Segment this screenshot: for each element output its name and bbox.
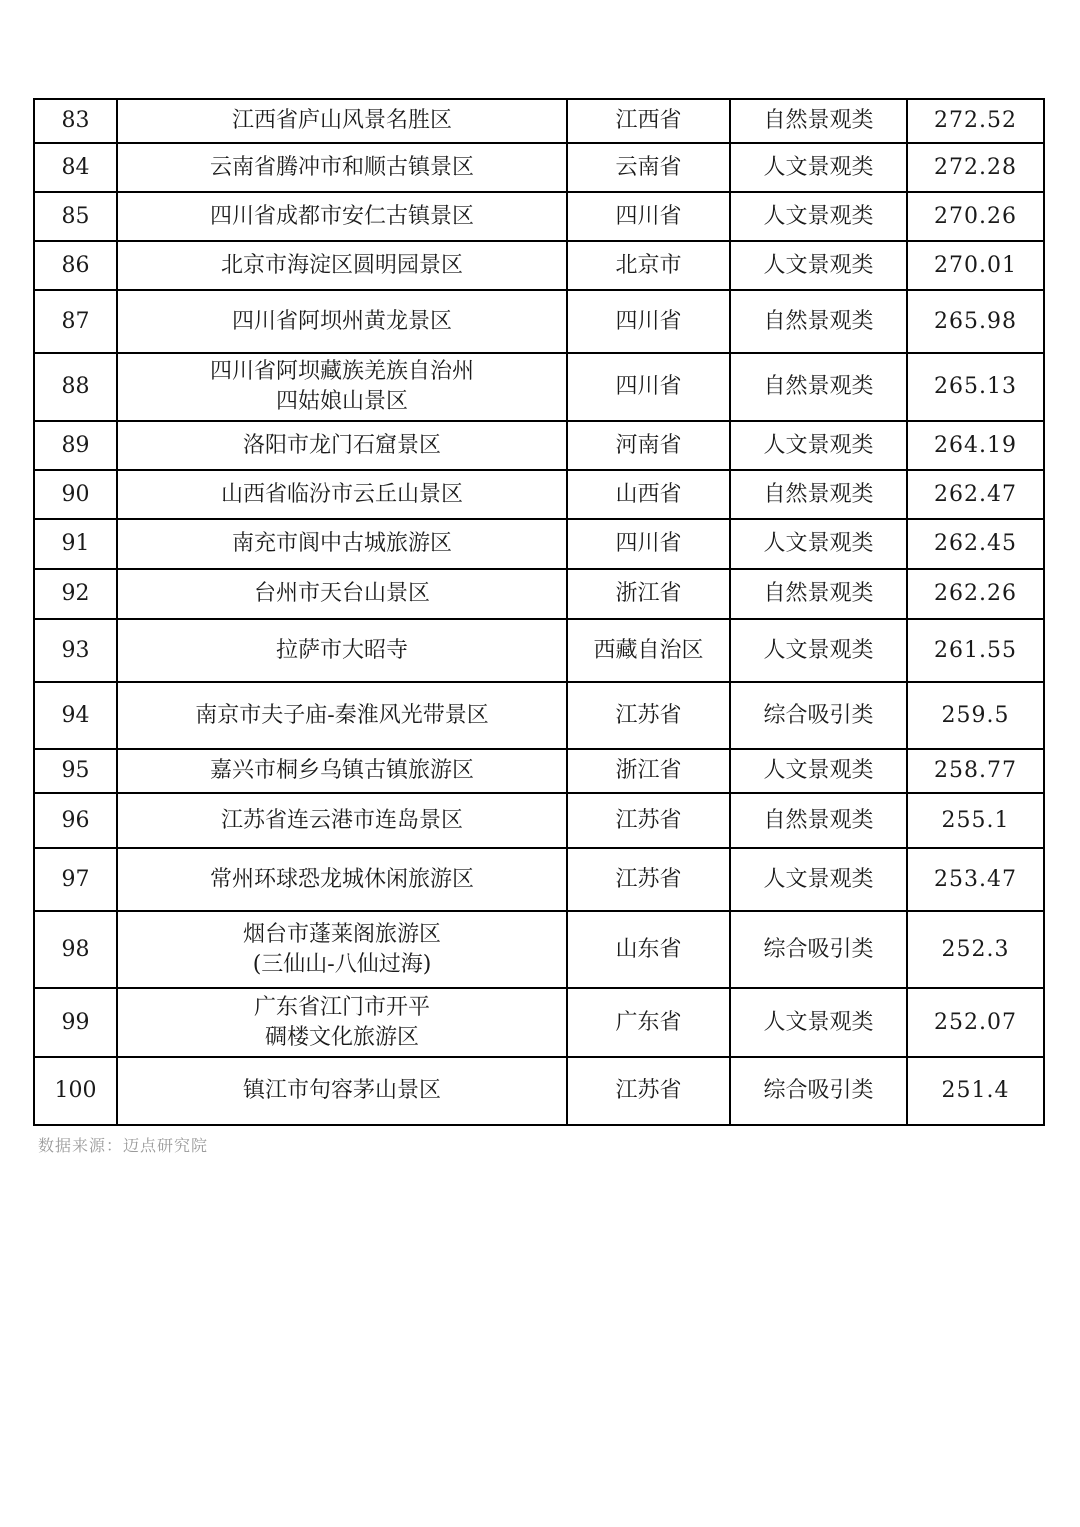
category-cell: 自然景观类 <box>730 569 907 619</box>
rank-cell: 98 <box>34 911 117 988</box>
scenic-area-name-cell <box>117 470 567 519</box>
scenic-area-name-cell <box>117 519 567 569</box>
scenic-area-name-cell <box>117 1057 567 1125</box>
category-cell: 综合吸引类 <box>730 911 907 988</box>
table-row <box>34 519 1044 569</box>
scenic-area-name-cell <box>117 290 567 353</box>
table-row <box>34 682 1044 749</box>
score-cell: 253.47 <box>907 848 1044 911</box>
scenic-area-name-cell <box>117 192 567 241</box>
province-cell: 广东省 <box>567 988 730 1057</box>
rank-cell: 88 <box>34 353 117 421</box>
rank-cell: 87 <box>34 290 117 353</box>
rank-cell: 89 <box>34 421 117 470</box>
rank-cell: 84 <box>34 143 117 192</box>
province-cell: 河南省 <box>567 421 730 470</box>
category-cell: 自然景观类 <box>730 793 907 848</box>
rank-cell: 99 <box>34 988 117 1057</box>
scenic-area-name-line: 嘉兴市桐乡乌镇古镇旅游区 <box>209 758 474 783</box>
province-cell: 浙江省 <box>567 749 730 793</box>
scenic-area-name-line: 南充市阆中古城旅游区 <box>231 531 452 556</box>
scenic-area-name-line: 台州市天台山景区 <box>253 581 430 606</box>
scenic-area-name-line: 洛阳市龙门石窟景区 <box>242 432 441 458</box>
category-cell: 人文景观类 <box>730 619 907 682</box>
province-cell: 山西省 <box>567 470 730 519</box>
table-row <box>34 192 1044 241</box>
score-cell: 251.4 <box>907 1057 1044 1125</box>
rank-cell: 83 <box>34 99 117 143</box>
table-row <box>34 619 1044 682</box>
scenic-area-name-line: 南京市夫子庙-秦淮风光带景区 <box>195 702 489 728</box>
province-cell: 江苏省 <box>567 793 730 848</box>
scenic-area-name-cell <box>117 749 567 793</box>
score-cell: 258.77 <box>907 749 1044 793</box>
scenic-area-name-line: 四川省阿坝州黄龙景区 <box>231 308 452 334</box>
table-row <box>34 569 1044 619</box>
province-cell: 江西省 <box>567 99 730 143</box>
scenic-area-name-line: 碉楼文化旅游区 <box>264 1024 419 1050</box>
category-cell: 自然景观类 <box>730 470 907 519</box>
data-source-note: 数据来源：迈点研究院 <box>38 1136 209 1155</box>
province-cell: 四川省 <box>567 353 730 421</box>
province-cell: 江苏省 <box>567 1057 730 1125</box>
scenic-area-name-line: 山西省临汾市云丘山景区 <box>220 481 463 507</box>
province-cell: 四川省 <box>567 290 730 353</box>
score-cell: 270.01 <box>907 241 1044 290</box>
rank-cell: 86 <box>34 241 117 290</box>
table-row <box>34 749 1044 793</box>
category-cell: 人文景观类 <box>730 421 907 470</box>
scenic-area-name-line: 常州环球恐龙城休闲旅游区 <box>209 866 474 892</box>
table-row <box>34 470 1044 519</box>
score-cell: 272.52 <box>907 99 1044 143</box>
category-cell: 自然景观类 <box>730 353 907 421</box>
score-cell: 262.26 <box>907 569 1044 619</box>
score-cell: 262.45 <box>907 519 1044 569</box>
category-cell: 人文景观类 <box>730 988 907 1057</box>
category-cell: 人文景观类 <box>730 848 907 911</box>
table-row <box>34 421 1044 470</box>
scenic-area-name-line: 云南省腾冲市和顺古镇景区 <box>209 154 474 180</box>
scenic-area-name-cell <box>117 99 567 143</box>
scenic-area-name-cell <box>117 848 567 911</box>
scenic-area-name-cell <box>117 682 567 749</box>
table-row <box>34 241 1044 290</box>
rank-cell: 92 <box>34 569 117 619</box>
table-row <box>34 848 1044 911</box>
province-cell: 浙江省 <box>567 569 730 619</box>
category-cell: 综合吸引类 <box>730 1057 907 1125</box>
score-cell: 261.55 <box>907 619 1044 682</box>
category-cell: 自然景观类 <box>730 290 907 353</box>
ranking-table-body <box>34 99 1044 1125</box>
scenic-area-name-line: 四川省成都市安仁古镇景区 <box>209 203 474 229</box>
province-cell: 西藏自治区 <box>567 619 730 682</box>
scenic-area-name-cell <box>117 569 567 619</box>
rank-cell: 93 <box>34 619 117 682</box>
scenic-area-name-line: (三仙山-八仙过海) <box>252 951 432 977</box>
score-cell: 259.5 <box>907 682 1044 749</box>
province-cell: 江苏省 <box>567 848 730 911</box>
table-row <box>34 353 1044 421</box>
table-row <box>34 911 1044 988</box>
scenic-area-name-cell <box>117 421 567 470</box>
table-row <box>34 988 1044 1057</box>
rank-cell: 94 <box>34 682 117 749</box>
scenic-area-name-line: 江西省庐山风景名胜区 <box>231 108 452 133</box>
score-cell: 262.47 <box>907 470 1044 519</box>
scenic-area-name-cell <box>117 241 567 290</box>
scenic-area-name-cell <box>117 619 567 682</box>
score-cell: 252.3 <box>907 911 1044 988</box>
province-cell: 江苏省 <box>567 682 730 749</box>
scenic-area-name-line: 拉萨市大昭寺 <box>275 637 408 663</box>
rank-cell: 100 <box>34 1057 117 1125</box>
table-row <box>34 290 1044 353</box>
score-cell: 252.07 <box>907 988 1044 1057</box>
score-cell: 265.98 <box>907 290 1044 353</box>
scenic-area-name-line: 广东省江门市开平 <box>253 994 430 1020</box>
category-cell: 自然景观类 <box>730 99 907 143</box>
province-cell: 山东省 <box>567 911 730 988</box>
table-row <box>34 99 1044 143</box>
score-cell: 265.13 <box>907 353 1044 421</box>
scenic-area-name-line: 四川省阿坝藏族羌族自治州 <box>209 359 474 384</box>
scenic-area-name-cell <box>117 793 567 848</box>
rank-cell: 90 <box>34 470 117 519</box>
category-cell: 人文景观类 <box>730 143 907 192</box>
score-cell: 255.1 <box>907 793 1044 848</box>
province-cell: 云南省 <box>567 143 730 192</box>
table-row <box>34 793 1044 848</box>
table-row <box>34 1057 1044 1125</box>
province-cell: 北京市 <box>567 241 730 290</box>
rank-cell: 97 <box>34 848 117 911</box>
category-cell: 人文景观类 <box>730 519 907 569</box>
category-cell: 人文景观类 <box>730 241 907 290</box>
category-cell: 综合吸引类 <box>730 682 907 749</box>
rank-cell: 91 <box>34 519 117 569</box>
category-cell: 人文景观类 <box>730 749 907 793</box>
scenic-area-name-line: 江苏省连云港市连岛景区 <box>220 807 463 833</box>
table-row <box>34 143 1044 192</box>
score-cell: 272.28 <box>907 143 1044 192</box>
score-cell: 270.26 <box>907 192 1044 241</box>
rank-cell: 85 <box>34 192 117 241</box>
ranking-table <box>33 98 1045 1126</box>
scenic-area-name-line: 烟台市蓬莱阁旅游区 <box>242 921 441 947</box>
category-cell: 人文景观类 <box>730 192 907 241</box>
scenic-area-name-line: 镇江市句容茅山景区 <box>242 1078 441 1103</box>
scenic-area-name-cell <box>117 353 567 421</box>
province-cell: 四川省 <box>567 192 730 241</box>
scenic-area-name-cell <box>117 988 567 1057</box>
scenic-area-name-cell <box>117 911 567 988</box>
rank-cell: 96 <box>34 793 117 848</box>
score-cell: 264.19 <box>907 421 1044 470</box>
rank-cell: 95 <box>34 749 117 793</box>
province-cell: 四川省 <box>567 519 730 569</box>
scenic-area-name-line: 四姑娘山景区 <box>275 389 408 414</box>
scenic-area-name-cell <box>117 143 567 192</box>
scenic-area-name-line: 北京市海淀区圆明园景区 <box>220 252 463 278</box>
